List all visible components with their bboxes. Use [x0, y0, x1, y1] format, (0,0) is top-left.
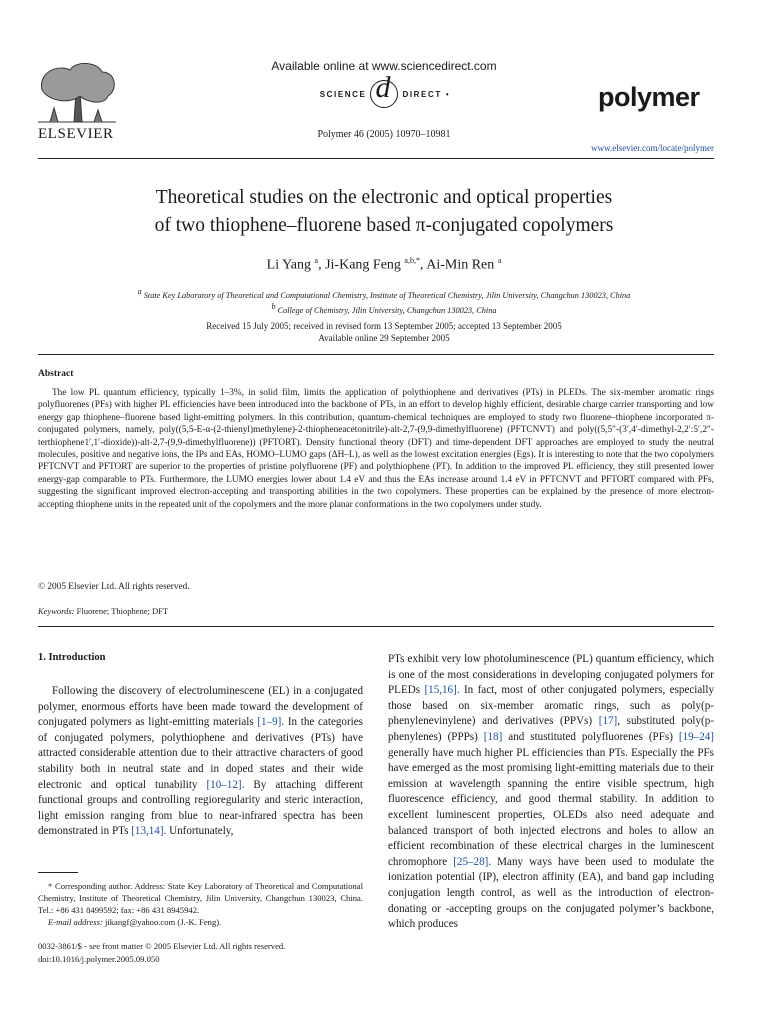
- available-online-text: Available online at www.sciencedirect.com: [271, 59, 497, 73]
- citation-link[interactable]: [17]: [598, 715, 618, 728]
- citation-link[interactable]: [25–28]: [453, 855, 489, 868]
- keywords: [38, 606, 168, 616]
- author-name: Li Yang: [266, 257, 312, 273]
- body-text: . Many ways have been used to modulate the ionization potential (IP), electron affinity (EA), and band gap including conjugation length control, as well as the introduction of electron-donating or -accepting groups on the conjugated polymer’s backbone, which produces: [388, 855, 715, 931]
- sciencedirect-logo: SCIENCE d DIRECT •: [300, 80, 470, 108]
- body-text: . Unfortunately,: [163, 825, 234, 838]
- body-text: . In fact, most of other conjugated polymers, especially those based on six-member aromatic rings, such as poly(p-phenylenevinylene) and derivatives (PPVs): [388, 684, 715, 728]
- footnote-divider: [38, 872, 78, 873]
- article-title: Theoretical studies on the electronic and optical properties of two thiophene–fluorene based π-conjugated copolymers: [154, 187, 614, 236]
- email-link[interactable]: jikangf@yahoo.com (J.-K. Feng).: [104, 917, 222, 927]
- body-text: generally have much higher PL efficiencies than PTs. Especially the PFs have emerged as the most promising light-emitting materials due to their emission at wavelength spanning the entire visible spectrum, high fluorescence efficiency, and good thermal stability. In addition to excellent luminescent properties, OLEDs also need adequate and balanced transport of both injected electrons and holes to allow an efficient recombination of these electrical charges in the luminescent chromophore: [388, 746, 714, 868]
- available-date: Available online 29 September 2005: [318, 333, 450, 343]
- publisher-name: ELSEVIER: [38, 126, 114, 142]
- citation-link[interactable]: [19–24]: [678, 730, 714, 743]
- received-dates: Received 15 July 2005; received in revised form 13 September 2005; accepted 13 September 2005: [206, 321, 562, 331]
- body-text: PTs exhibit very low photoluminescence (PL) quantum efficiency, which is one of the most considerations in developing conjugated polymers for PLEDs: [388, 653, 714, 697]
- sd-left-text: SCIENCE: [319, 89, 367, 99]
- body-column-left: [38, 684, 363, 840]
- affiliations: $^a$ State Key Laboratory of Theoretical and Computational Chemistry, Institute of Theoretical Chemistry, Jilin University, Changchun 130023, China $^b$ College of Chemistry, Jilin University, Changchun 130023, China: [137, 287, 631, 315]
- citation-link[interactable]: [13,14]: [131, 825, 164, 838]
- section-heading: 1. Introduction: [38, 652, 106, 663]
- body-text: Following the discovery of electroluminescene (EL) in a conjugated polymer, enormous efforts have been made toward the development of conjugated polymers as light-emitting materials: [38, 685, 363, 729]
- citation-link[interactable]: [15,16]: [424, 684, 457, 697]
- author-list: Li Yang $^a$, Ji-Kang Feng $^{a,b,*}$, Ai-Min Ren $^a$: [266, 256, 502, 273]
- abstract-top-divider: [38, 354, 714, 355]
- author-name: Ji-Kang Feng: [325, 257, 401, 273]
- sd-mark-icon: d: [370, 80, 398, 108]
- article-dates: [0, 320, 768, 344]
- journal-name: polymer: [598, 82, 700, 112]
- corresponding-author-note: * Corresponding author. Address: State Key Laboratory of Theoretical and Computational Chemistry, Institute of Theoretical Chemistry, Jilin University, Changchun 130023, China. Tel.: +86 431 8499592; fax: +86 431 8945942. E-mail address: jikangf@yahoo.com (J.-K. Feng).: [38, 881, 363, 927]
- body-text: . In the categories of conjugated polymers, polythiophene and derivatives (PTs) have attracted considerable attention due to their attractive characters of good stability both in neutral state and in doped states and their wide electronic and optical tunability: [38, 716, 363, 791]
- doi-line: doi:10.1016/j.polymer.2005.09.050: [38, 954, 160, 964]
- issn-doi-block: [38, 940, 363, 966]
- citation-link[interactable]: [10–12]: [206, 778, 242, 791]
- issn-line: 0032-3861/$ - see front matter © 2005 Elsevier Ltd. All rights reserved.: [38, 941, 286, 951]
- sd-right-text: DIRECT: [402, 89, 442, 99]
- body-column-right: [388, 652, 714, 933]
- abstract-heading: Abstract: [38, 369, 74, 379]
- citation-link[interactable]: [18]: [483, 730, 503, 743]
- abstract-body: The low PL quantum efficiency, typically 1–3%, in solid film, limits the application of polythiophene and derivatives (PTs) in PLEDs. The six-member aromatic rings polyfluorenes (PFs) with higher PL efficiencies have been introduced into the backbone of PTs, in an effort to develop highly efficient, desirable charge carrier transporting and low energy gap thiophene–fluorene based light-emitting polymers. In this contribution, quantum-chemical techniques are employed to study two fluorene–thiophene incorporated π-conjugated polymers, namely, poly((5,5-E-α-(2-thienyl)methylene)-2-thiopheneacetonitrile)-alt-2,7-(9,9-dimethylfluorene) (PFTCNVT) and poly((5,5″-(3′,4′-dimethyl-2,2′:5′,2″-terthiophene1′,1′-dioxide))-alt-2,7-(9,9-dimethylfluorene)) (PFTORT). Density functional theory (DFT) and time-dependent DFT approaches are employed to study the neutral molecules, positive and negative ions, the IPs and EAs, HOMO–LUMO gaps (ΔH–L), as well as the lowest excitation energies (Egs). It is interesting to note that the two copolymers PFTCNVT and PFTORT are superior to the properties of pristine polyfluorene (PF) and polythiophene (PT). In addition to the improved PL efficiency, they still presented lower energy-gap comparable to PTs. Furthermore, the LUMO energies lower about 1.4 eV and thus the EAs increase around 1.4 eV in PFTCNVT and PFTORT compared with PFs, suggesting the significant improved electron-accepting and transporting abilities in the two copolymers. These properties can be explained by the presence of more electron-accepting thiophene units in the repeated unit of the copolymers and the more planar conformations in the two copolymers under study.: [38, 388, 714, 510]
- citation-link[interactable]: [1–9]: [257, 716, 282, 729]
- copyright-line: © 2005 Elsevier Ltd. All rights reserved.: [38, 582, 190, 592]
- email-label: E-mail address:: [48, 917, 103, 927]
- journal-citation: Polymer 46 (2005) 10970–10981: [317, 129, 451, 140]
- body-text: . By attaching different functional groups and controlling regioregularity and steric interaction, light emission ranging from blue to near-infrared spectra has been demonstrated in PTs: [38, 778, 363, 838]
- abstract-bottom-divider: [38, 626, 714, 627]
- body-text: , substituted poly(p-phenylenes) (PPPs): [388, 715, 714, 743]
- journal-url-link[interactable]: www.elsevier.com/locate/polymer: [591, 143, 714, 153]
- author-name: Ai-Min Ren: [426, 257, 495, 273]
- keywords-list: Fluorene; Thiophene; DFT: [76, 606, 169, 616]
- affiliation-b: College of Chemistry, Jilin University, Changchun 130023, China: [277, 305, 497, 315]
- body-text: and stustituted polyfluorenes (PFs): [502, 730, 679, 743]
- header-divider: [38, 158, 714, 159]
- affiliation-a: State Key Laboratory of Theoretical and Computational Chemistry, Institute of Theoretical Chemistry, Jilin University, Changchun 130023, China: [143, 290, 631, 300]
- keywords-label: Keywords:: [38, 606, 75, 616]
